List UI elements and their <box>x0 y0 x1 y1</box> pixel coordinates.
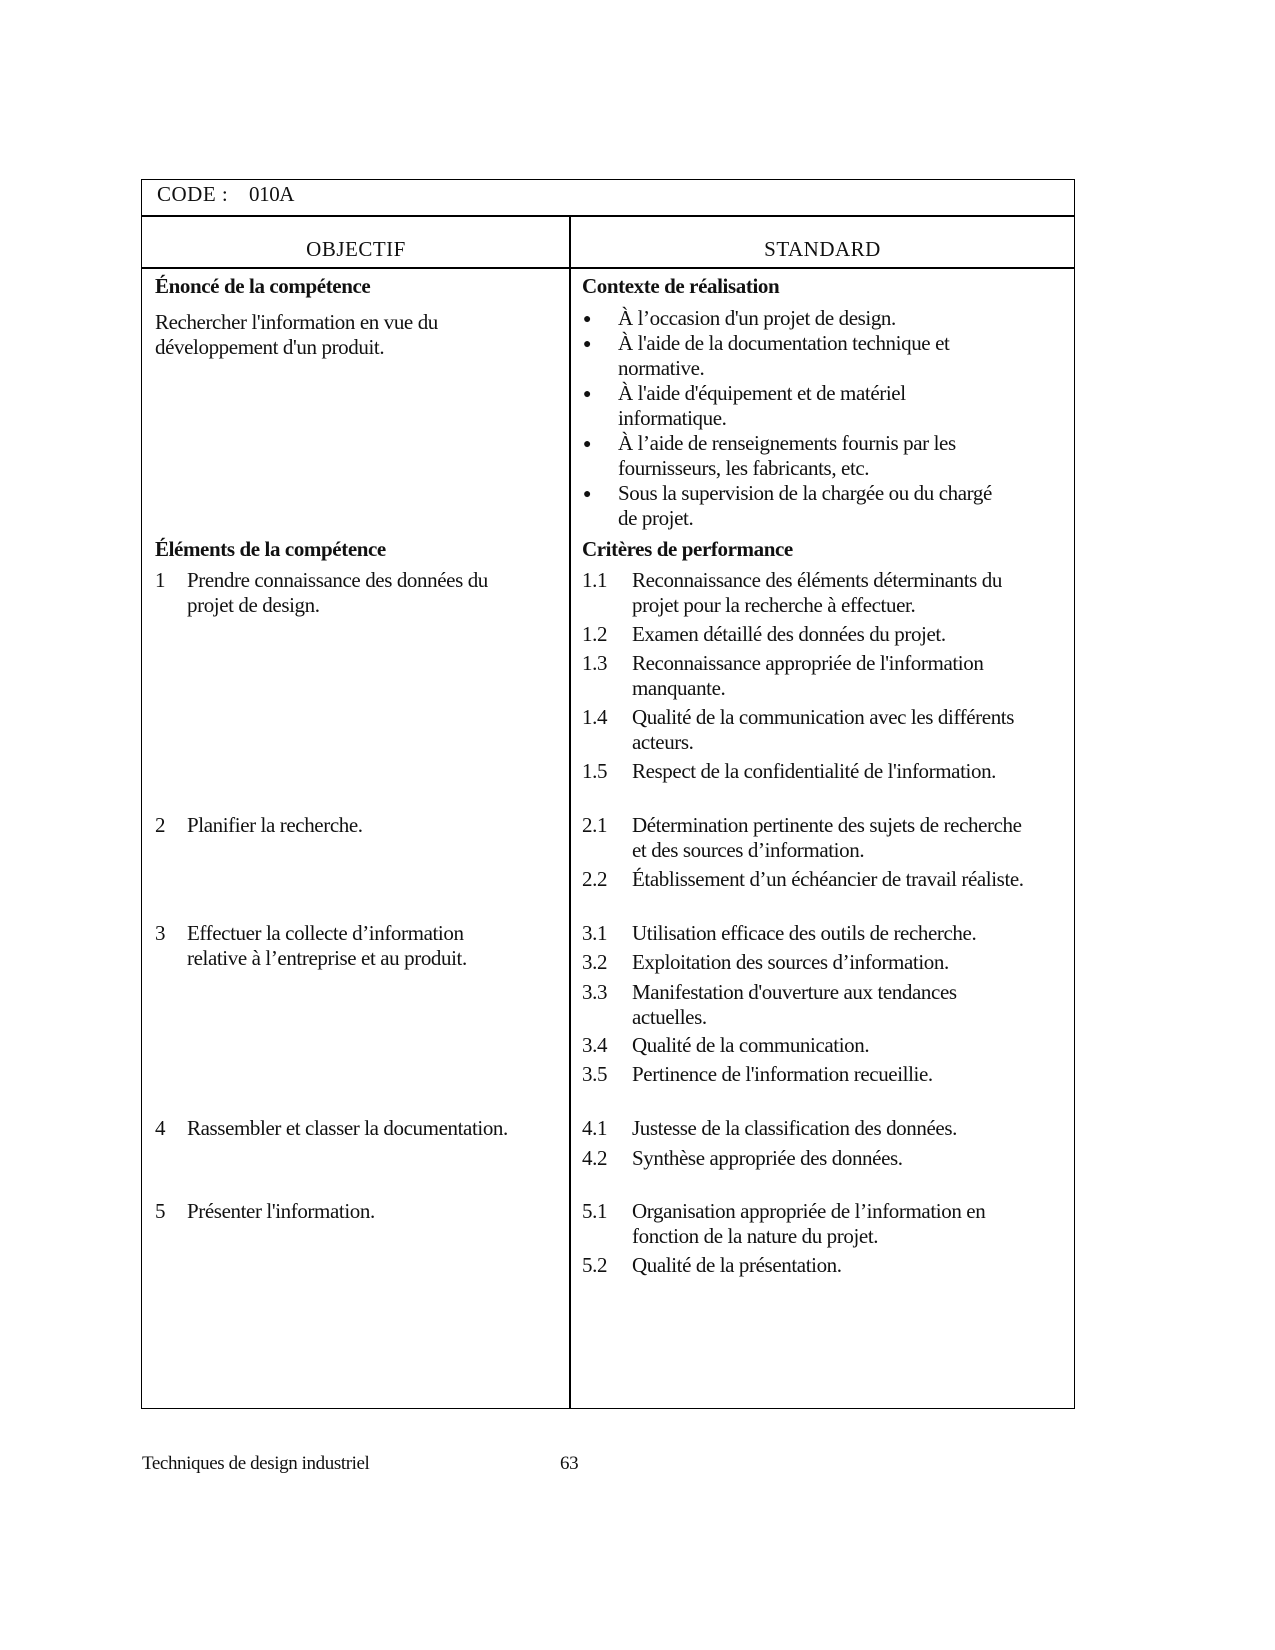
element-text: projet de design. <box>187 593 320 617</box>
header-standard: STANDARD <box>764 237 881 261</box>
enonce-text: développement d'un produit. <box>155 335 385 359</box>
criteres-title: Critères de performance <box>582 537 793 561</box>
critere-number: 2.1 <box>582 813 608 837</box>
element-text: Effectuer la collecte d’information <box>187 921 464 945</box>
critere-text: fonction de la nature du projet. <box>632 1224 879 1248</box>
bullet-icon: ● <box>583 487 592 502</box>
critere-number: 3.3 <box>582 980 608 1004</box>
critere-text: Organisation appropriée de l’information en <box>632 1199 986 1223</box>
critere-text: Synthèse appropriée des données. <box>632 1146 903 1170</box>
enonce-title: Énoncé de la compétence <box>155 274 371 298</box>
element-text: Prendre connaissance des données du <box>187 568 488 592</box>
element-text: relative à l’entreprise et au produit. <box>187 946 467 970</box>
critere-number: 5.2 <box>582 1253 608 1277</box>
critere-text: acteurs. <box>632 730 694 754</box>
contexte-item: de projet. <box>618 506 694 530</box>
competence-table <box>141 179 1075 1409</box>
critere-text: Examen détaillé des données du projet. <box>632 622 946 646</box>
critere-number: 1.1 <box>582 568 608 592</box>
critere-text: Établissement d’un échéancier de travail réaliste. <box>632 867 1024 891</box>
element-number: 4 <box>155 1116 166 1140</box>
critere-text: Respect de la confidentialité de l'information. <box>632 759 997 783</box>
contexte-item: À l'aide d'équipement et de matériel <box>618 381 906 405</box>
bullet-icon: ● <box>583 312 592 327</box>
critere-number: 1.5 <box>582 759 608 783</box>
critere-text: et des sources d’information. <box>632 838 865 862</box>
contexte-item: À l’aide de renseignements fournis par les <box>618 431 956 455</box>
critere-text: projet pour la recherche à effectuer. <box>632 593 916 617</box>
contexte-item: normative. <box>618 356 705 380</box>
critere-text: Utilisation efficace des outils de recherche. <box>632 921 977 945</box>
element-number: 2 <box>155 813 166 837</box>
column-divider <box>569 215 571 1408</box>
critere-text: Reconnaissance appropriée de l'information <box>632 651 984 675</box>
bullet-icon: ● <box>583 437 592 452</box>
critere-text: Reconnaissance des éléments déterminants du <box>632 568 1003 592</box>
contexte-item: À l’occasion d'un projet de design. <box>618 306 896 330</box>
critere-number: 3.1 <box>582 921 608 945</box>
element-number: 5 <box>155 1199 166 1223</box>
critere-number: 4.1 <box>582 1116 608 1140</box>
critere-number: 3.2 <box>582 950 608 974</box>
contexte-item: Sous la supervision de la chargée ou du chargé <box>618 481 992 505</box>
elements-title: Éléments de la compétence <box>155 537 386 561</box>
critere-text: actuelles. <box>632 1005 707 1029</box>
contexte-item: fournisseurs, les fabricants, etc. <box>618 456 870 480</box>
element-text: Rassembler et classer la documentation. <box>187 1116 508 1140</box>
divider <box>141 215 1075 217</box>
critere-text: Qualité de la communication avec les différents <box>632 705 1014 729</box>
critere-number: 2.2 <box>582 867 608 891</box>
critere-number: 1.4 <box>582 705 608 729</box>
divider <box>141 267 1075 269</box>
element-text: Planifier la recherche. <box>187 813 363 837</box>
bullet-icon: ● <box>583 387 592 402</box>
element-number: 3 <box>155 921 166 945</box>
critere-number: 3.5 <box>582 1062 608 1086</box>
code-value: 010A <box>249 182 295 206</box>
element-number: 1 <box>155 568 166 592</box>
critere-number: 4.2 <box>582 1146 608 1170</box>
critere-text: Pertinence de l'information recueillie. <box>632 1062 933 1086</box>
code-label: CODE : <box>157 182 229 206</box>
critere-number: 1.2 <box>582 622 608 646</box>
critere-text: Manifestation d'ouverture aux tendances <box>632 980 957 1004</box>
critere-text: Détermination pertinente des sujets de recherche <box>632 813 1022 837</box>
critere-text: Exploitation des sources d’information. <box>632 950 949 974</box>
enonce-text: Rechercher l'information en vue du <box>155 310 438 334</box>
critere-text: manquante. <box>632 676 726 700</box>
footer-title: Techniques de design industriel <box>142 1453 370 1474</box>
critere-number: 3.4 <box>582 1033 608 1057</box>
contexte-item: informatique. <box>618 406 727 430</box>
bullet-icon: ● <box>583 337 592 352</box>
element-text: Présenter l'information. <box>187 1199 375 1223</box>
header-objectif: OBJECTIF <box>306 237 406 261</box>
critere-number: 5.1 <box>582 1199 608 1223</box>
critere-number: 1.3 <box>582 651 608 675</box>
page-number: 63 <box>560 1453 579 1474</box>
critere-text: Justesse de la classification des données. <box>632 1116 957 1140</box>
critere-text: Qualité de la communication. <box>632 1033 870 1057</box>
contexte-item: À l'aide de la documentation technique et <box>618 331 950 355</box>
critere-text: Qualité de la présentation. <box>632 1253 842 1277</box>
contexte-title: Contexte de réalisation <box>582 274 780 298</box>
